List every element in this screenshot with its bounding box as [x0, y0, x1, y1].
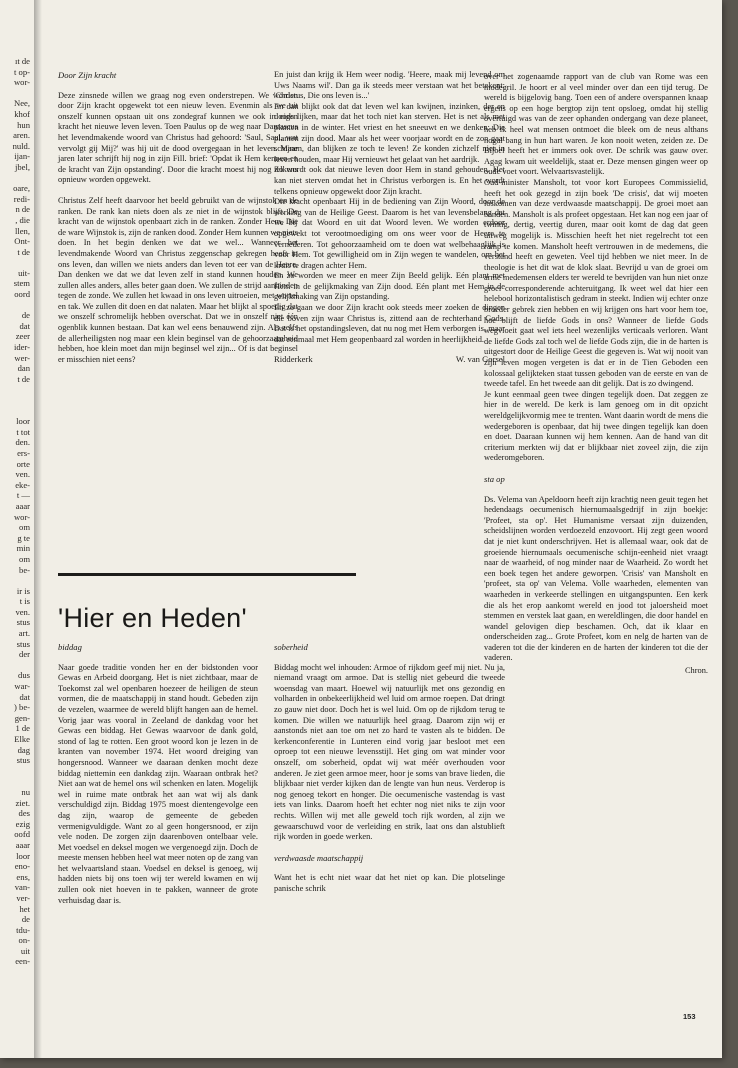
edge-fragment: om	[19, 553, 30, 564]
edge-fragment: eno-	[14, 861, 30, 872]
signature-place: Ridderkerk	[274, 354, 313, 365]
paragraph: Oud-minister Mansholt, tot voor kort Europees Commissielid, heeft het ook gezegd in zijn boek 'De crisis', dat wij moeten loskomen van deze verdwaasde maatschappij. De groei moet aan banden. Mansholt is als profeet opgestaan. Het kan nog een jaar of twintig, dertig, veertig duren, maar ooit komt de dag dat geen uitweg mogelijk is. Misschien heeft het niet regelrecht tot een ramp te komen. Mansholt heeft vertrouwen in de medemens, die verstand heeft en geweten. Veel tijd hebben we niet meer. In de theologie is het dit wat de klok slaat. Bevrijd u van de groei om arme medemensen elders ter wereld te bevrijden van hun niet onze groei corresponderende achteruitgang. Ik weet wel dat hier een helebool horizontalistisch gedram in steekt. Indien wij echter onze broeder gebrek zien hebben en wij krijgen ons hart voor hem toe, hoe blijft de liefde Gods in ons? Wanneer de liefde Gods wegvloeit gaat wel iets heel wezenlijks verticaals verloren. Want de liefde Gods zal toch wel de liefde Gods zijn, die in de harten is uitgestort door de Heilige Geest die gegeven is. Wat wij nooit van zijn leven mogen vergeten is dat er in de Tien Geboden een kolossaal gelijkteken staat tussen geboden van de eerste en van de tweede tafel. En het tweede aan dit gelijk. Dat is zo dwingend.	[484, 177, 708, 389]
edge-fragment	[0, 173, 30, 184]
edge-fragment	[0, 300, 30, 311]
paragraph: En zo worden we meer en meer Zijn Beeld gelijk. Eén plant met Hem in de gelijkmaking van Zijn dood. Eén plant met Hem in de gelijkmaking van Zijn opstanding.	[274, 271, 505, 302]
edge-fragment: oord	[14, 289, 30, 300]
article1-signature	[274, 354, 505, 365]
edge-fragment: der	[19, 649, 30, 660]
edge-fragment: jbel,	[14, 161, 30, 172]
article1-column-1	[58, 70, 298, 365]
section-heading-soberheid: soberheid	[274, 642, 308, 652]
edge-fragment: ezig	[15, 818, 30, 829]
edge-fragment: dag	[17, 744, 30, 755]
column-headline: 'Hier en Heden'	[58, 603, 247, 633]
signature-author: W. van Gorsel	[455, 354, 505, 365]
edge-fragment: t de	[17, 373, 30, 384]
section-heading-biddag: biddag	[58, 642, 82, 652]
paragraph: over het zogenaamde rapport van de club van Rome was een modegril. Je hoort er al veel minder over dan een tijd terug. De wereld is bijgelovig bang. Toen een of andere overspannen knaap ergens op een hoge bergtop zijn tent opsloeg, omdat hij stellig overtuigd was van de zeer ophanden ondergang van deze planeet, heb ik heel wat mensen ontmoet die bleek om de neus althans nogal bang in hun hart waren. Je kon nooit weten, zeiden ze. De Bijbel heeft het er immers ook over. De schrik was gauw over. Agag kwam uit weeldelijk, staat er. Deze mensen gingen weer op oude voet voort. Welvaartsvastelijk.	[484, 72, 708, 177]
edge-fragment: art.	[18, 628, 30, 639]
edge-fragment: ven.	[15, 469, 30, 480]
edge-fragment: t op-	[14, 66, 30, 77]
edge-fragment: dus	[18, 670, 30, 681]
edge-fragment: be-	[19, 564, 30, 575]
edge-fragment	[0, 660, 30, 671]
edge-fragment	[0, 257, 30, 268]
edge-fragment: het	[19, 903, 30, 914]
edge-fragment: Ont-	[14, 236, 30, 247]
paragraph: Die kracht openbaart Hij in de bediening van Zijn Woord, door de werking van de Heilige Geest. Daarom is het van levensbelang dat we bij dat Woord en uit dat Woord leven. We worden erdoor opgewekt tot verootmoediging om ons weer voor de Heere te vernederen. Tot gehoorzaamheid om te doen wat welbehaaglijk is voor Hem. Tot gewilligheid om in Zijn wegen te wandelen, om het kruis te dragen achter Hem.	[274, 197, 505, 270]
edge-fragment: oare,	[13, 183, 30, 194]
edge-fragment: nuld.	[12, 140, 30, 151]
edge-fragment: t —	[16, 490, 30, 501]
paragraph: Deze zinsnede willen we graag nog even onderstrepen. We worden door Zijn kracht opgewekt tot een nieuw leven. Evenmin als we uit onszelf kunnen opstaan uit ons zondegraf kunnen we ook in eigen kracht het nieuwe leven leven. Toen Paulus op de weg naar Damascus het levendmakende woord van Christus had gehoord: 'Saul, Saul, wat vervolgt gij Mij?' was hij uit de dood overgegaan in het leven. Maar jaren later schrijft hij nog in zijn Fill. brief: 'Opdat ik Hem kennen en de kracht van Zijn opstanding'. Door die kracht moest hij nog telkens opnieuw worden opgewekt.	[58, 90, 298, 185]
paragraph: En dan blijkt ook dat dat leven wel kan kwijnen, inzinken, der en doods lijken, maar dat het toch niet kan sterven. Het is net als met planten in de winter. Het vriest en het sneeuwt en we denken: Die planten zijn dood. Maar als het weer voorjaar wordt en de zon gaat schijnen, dan blijken ze toch te leven! Ze konden zichzelf niet in leven houden, maar Hij vernieuwt het gelaat van het aardrijk.	[274, 101, 505, 164]
article2-column-1	[58, 642, 258, 906]
edge-fragment: wer-	[14, 352, 30, 363]
edge-fragment: g te	[17, 532, 30, 543]
paragraph: Je kunt eenmaal geen twee dingen tegelijk doen. Dat zeggen ze hier in de wereld. De kerk is lam genoeg om in dit opzicht wereldgelijkvormig mee te trenten. Want daarin wordt de mens die wedergeboren is openbaar, dat hij twee dingen tegelijk kan doen en doet. Daaraan kunnen wij hem kennen. Aan de hand van dit criterium merkten wij dat er blijkbaar niet zoveel zijn, die zijn wederomgeboren.	[484, 389, 708, 463]
edge-fragment	[0, 766, 30, 777]
edge-fragment: uit	[20, 945, 30, 956]
edge-fragment: n de	[15, 204, 30, 215]
edge-fragment: stem	[13, 278, 30, 289]
edge-fragment: nu	[21, 786, 30, 797]
edge-fragment: ıt de	[14, 56, 30, 66]
edge-fragment: de	[21, 914, 30, 925]
edge-fragment	[0, 384, 30, 395]
article2-column-3	[484, 72, 708, 677]
edge-fragment: zeer	[15, 331, 30, 342]
edge-fragment: dat	[19, 320, 30, 331]
page-number: 153	[683, 1012, 696, 1021]
edge-fragment: aaar	[15, 839, 30, 850]
edge-fragment: stus	[16, 755, 30, 766]
edge-fragment: min	[16, 543, 30, 554]
edge-fragment: t de	[17, 246, 30, 257]
edge-fragment: t tot	[16, 426, 30, 437]
edge-fragment: om	[19, 522, 30, 533]
edge-fragment: khof	[14, 108, 30, 119]
edge-fragment: aren.	[13, 130, 30, 141]
article1-column-2	[274, 70, 505, 365]
edge-fragment: hun	[17, 119, 30, 130]
edge-fragment: ir is	[16, 585, 30, 596]
section-heading-sta-op: sta op	[484, 473, 505, 484]
edge-fragment: de	[21, 310, 30, 321]
edge-fragment: stus	[16, 638, 30, 649]
edge-fragment: loor	[16, 416, 30, 427]
edge-fragment: ven.	[15, 606, 30, 617]
paragraph: En zo gaan we door Zijn kracht ook steeds meer zoeken de dingen die boven zijn waar Christus is, zittend aan de rechterhand Gods. Dat is het opstandingsleven, dat nu nog met Hem verborgen is, maar dat eenmaal met Hem geopenbaard zal worden in heerlijkheid.	[274, 303, 505, 344]
edge-fragment: redi-	[13, 193, 30, 204]
edge-fragment: Nee,	[14, 98, 30, 109]
paragraph: En juist dan krijg ik Hem weer nodig. 'Heere, maak mij levend om Uws Naams wil'. Dan ga ik steeds meer verstaan wat het betekent: 'Christus, Die ons leven is...'	[274, 70, 505, 101]
edge-fragment: van-	[14, 882, 30, 893]
edge-fragment: ers-	[17, 447, 30, 458]
edge-fragment: loor	[16, 850, 30, 861]
edge-fragment: gen-	[14, 712, 30, 723]
edge-fragment: ijan-	[14, 151, 30, 162]
edge-fragment: ziet.	[15, 797, 30, 808]
paragraph: Ds. Velema van Apeldoorn heeft zijn krachtig neen geuit tegen het hedendaags oecumenisch hiernumaalsgedrijf in zijn boekje: 'Profeet, sta op'. Het Humanisme versaat zijn duizenden, scheidslijnen worden verdoezeld enzovoort. Hij zegt geen woord dat je niet kunt onderschrijven. Het is allemaal waar, ook dat de groeiende hiernumaals oecumenische schijn-eenheid niet vraagt naar de waarheid, of nog minder naar de Waarheid. Zo wordt het een boek tegen het andere geworpen. 'Crisis' van Mansholt en 'profeet, sta op' van Velema. Volle waarheden, elementen van waarheden in verkeerde stellingen en uitgangspunten. Een kerk die als het erop aankomt wereld en jood tot jaloersheid moet stemmen en verstek laat gaan, en wereldlingen, die door handel en wandel gelovigen diep beschamen. Och, dat ik klaar en onderscheiden zag... Grote Profeet, kom en nelg de harten van de vaderen tot die der kinderen en de harten der kinderen tot die der vaderen.	[484, 494, 708, 663]
gutter-shadow	[34, 0, 42, 1058]
edge-fragment: war-	[14, 681, 30, 692]
edge-fragment: wor-	[13, 77, 30, 88]
edge-fragment: t is	[19, 596, 30, 607]
edge-fragment: , die	[15, 214, 30, 225]
previous-page-edge	[0, 56, 30, 1056]
edge-fragment: ider-	[13, 342, 30, 353]
edge-fragment: den.	[15, 437, 30, 448]
section-heading-door-zijn-kracht: Door Zijn kracht	[58, 70, 117, 80]
edge-fragment: tdu-	[16, 924, 30, 935]
edge-fragment: wor-	[13, 511, 30, 522]
edge-fragment: oofd	[14, 829, 30, 840]
edge-fragment: dan	[17, 363, 30, 374]
edge-fragment: ver-	[16, 892, 30, 903]
edge-fragment: ) be-	[14, 702, 30, 713]
edge-fragment	[0, 395, 30, 406]
section-divider-rule	[58, 573, 356, 576]
edge-fragment: ens,	[16, 871, 30, 882]
paragraph: Biddag mocht wel inhouden: Armoe of rijkdom geef mij niet. Nu ja, niemand vraagt om armoe. Dat is stellig niet gebeurd die tweede woensdag van maart. Hoewel wij natuurlijk met ons gezondig en volharden in onbekeerlijkheid wel luid om armoe roepen. Dat dringt zo gauw niet door. Doch het is wel luid. Om op de rijkdom terug te komen. Die willen we natuurlijk heel graag. Daarom zijn wij er aanstonds niet aan toe om net zo hard te vasten als te bidden. De kerkenconferentie in Lunteren eind vorig jaar besloot met een oproep tot een nieuwe levensstijl. Het ging om wat minder voor onszelf, om soberheid, opdat wij wat méér overhouden voor anderen. Je ziet geen armoe meer, hoor je soms van brave lieden, die blijkbaar niet verder kijken dan de lengte van hun neus. Verderop is nog genoeg tekort en honger. Die oecumenische vastendag is vast iets van links. Daarom hoeft het echter nog niet niks te zijn voor rechts. Willen wij met alle geweld toch rijk worden, al zijn we gewaarschuwd voor de verleiding en strik, laat ons dan alstublieft rijk worden in goede werken.	[274, 662, 505, 842]
edge-fragment: des	[18, 808, 30, 819]
section-heading-verdwaasde-maatschappij: verdwaasde maatschappij	[274, 852, 364, 863]
paragraph: Zo wordt ook dat nieuwe leven door Hem in stand gehouden. Het kan niet sterven omdat het in Christus verborgen is. En het wordt telkens opnieuw opgewekt door Zijn kracht.	[274, 165, 505, 196]
edge-fragment: dat	[19, 691, 30, 702]
edge-fragment	[0, 406, 30, 417]
edge-fragment: orte	[16, 458, 30, 469]
edge-fragment	[0, 88, 30, 99]
edge-fragment: eke-	[15, 479, 30, 490]
edge-fragment: stus	[16, 617, 30, 628]
edge-fragment	[0, 776, 30, 787]
edge-fragment: on-	[18, 935, 30, 946]
edge-fragment: llen,	[14, 225, 30, 236]
edge-fragment: uit-	[18, 267, 30, 278]
paragraph: Christus Zelf heeft daarvoor het beeld gebruikt van de wijnstok en de ranken. De rank kan niets doen als ze niet in de wijnstok blijft. De kracht van de wijnstok openbaart zich in de ranken. Zonder Hem, Die de ware Wijnstok is, zijn de ranken dood. Zonder Hem kunnen we niets doen. In het begin denken we dat we wel... Wanneer het levendmakende Woord van Christus zeggenschap gekregen heeft in ons leven, dan willen we niets anders dan leven tot eer van de Heere. Dan denken we dat we dat leven zelf in stand kunnen houden. We zullen alles anders, alles beter gaan doen. We zullen de strijd aanbinden tegen de zonde. We zullen het kwaad in ons leven uitroeien, met wortel en tak. We zullen dit doen en dat nalaten. Maar het blijkt al spoedig dat we onszelf schromelijk hebben overschat. Dat we in onszelf niet één ogenblik kunnen bestaan. Dat kan wel eens benauwend zijn. Als zelfs de allerheiligsten nog maar een klein beginsel van de gehoorzaamheid hebben, hoe klein moet dan mijn beginsel wel zijn... Of is dat beginsel er misschien niet eens?	[58, 195, 298, 364]
paragraph: Naar goede traditie vonden her en der bidstonden voor Gewas en Arbeid doorgang. Het is niet zichtbaar, maar de Toekomst zal wel openbaren hoezeer de heiligen de steun vormen, die de maatschappij in stand houdt. Gebeden zijn de vezelen, waarmee de wereld blijft hangen aan de hemel. Vorig jaar was vooral in Zeeland de dankdag voor het Gewas een biddag. Het Gewas waarvoor de dank gold, stond of lag te rotten. Een groot woord kon je lezen in de kranten van november 1974. Het woord dreiging van hongersnood. Wanneer we daaraan denken mocht deze biddag niettemin een dankdag zijn. Waaraan ontbrak het? Niet aan wat de hemel ons wil schenken en laten. Mogelijk wel in ruime mate ontbrak het aan wat wij als dank verschuldigd zijn. Biddag 1975 moest dientengevolge een dag zijn, waarop de gemeente de gebeden vermenigvuldigde. Want zo al geen hongersnood, er zijn vele noden. De zorgen zijn daarenboven ontelbaar vele. Met voedsel en deksel mogen we vergenoegd zijn. Doch de meeste mensen hebben heel wat meer noten op de zang van het welvaartsland staan. Voedsel en deksel is genoeg, wij hadden niets bij ons toen wij ter wereld kwamen en wij zullen ook niet hoeven in te pakken, wanneer de grote verhuisdag daar is.	[58, 662, 258, 905]
edge-fragment: een-	[15, 956, 30, 967]
edge-fragment: Elke	[14, 734, 30, 744]
edge-fragment: aaar	[15, 500, 30, 511]
article2-column-2	[274, 642, 505, 894]
column-signature: Chron.	[684, 666, 708, 676]
paragraph: Want het is echt niet waar dat het niet op kan. Die plotselinge panische schrik	[274, 873, 505, 893]
edge-fragment	[0, 575, 30, 586]
edge-fragment: 1 de	[15, 723, 30, 734]
